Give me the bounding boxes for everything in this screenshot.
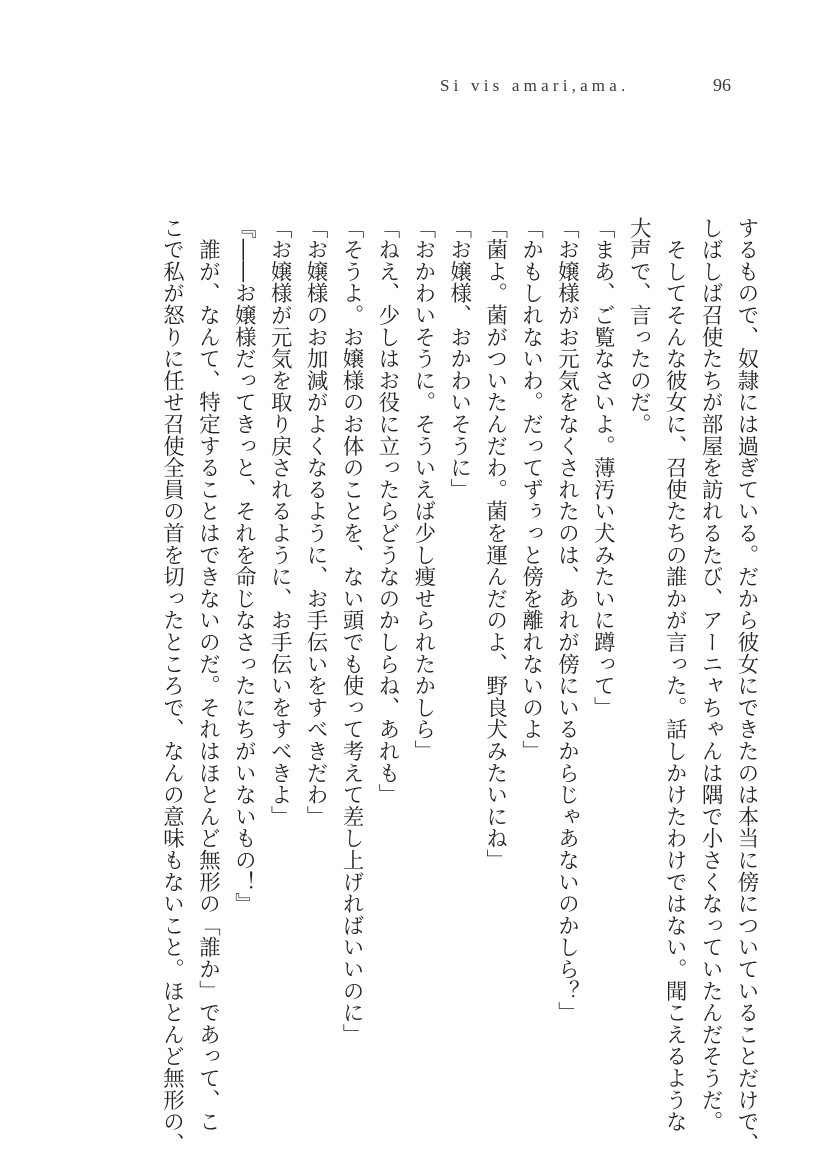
text-line: 『――お嬢様だってきっと、それを命じなさったにちがいないもの！』 xyxy=(231,217,257,915)
text-line: 「お嬢様が元気を取り戻されるように、お手伝いをすべきよ」 xyxy=(267,217,293,828)
text-line: 「そうよ。お嬢様のお体のことを、ない頭でも使って考えて差し上げればいいのに」 xyxy=(339,217,365,1046)
text-line: しばしば召使たちが部屋を訪れるたび、アーニャちゃんは隅で小さくなっていたんだそうだ。 xyxy=(698,217,724,1133)
text-line: 大声で、言ったのだ。 xyxy=(626,217,652,435)
text-line: 「菌よ。菌がついたんだわ。菌を運んだのよ、野良犬みたいにね」 xyxy=(482,217,508,871)
vertical-text-body xyxy=(154,217,764,1155)
text-line: 「まあ、ご覧なさいよ。薄汚い犬みたいに蹲って」 xyxy=(590,217,616,719)
text-line: 「お嬢様のお加減がよくなるように、お手伝いをすべきだわ」 xyxy=(303,217,329,828)
text-line: 「おかわいそうに。そういえば少し痩せられたかしら」 xyxy=(410,217,436,762)
running-title: Si vis amari,ama. xyxy=(440,76,630,95)
text-line: 「ねえ、少しはお役に立ったらどうなのかしらね、あれも」 xyxy=(374,217,400,806)
text-line: するもので、奴隷には過ぎている。だから彼女にできたのは本当に傍についていることだけで、 xyxy=(734,217,759,1155)
text-line: 「かもしれないわ。だってずぅっと傍を離れないのよ」 xyxy=(518,217,544,762)
page-number: 96 xyxy=(713,75,731,95)
text-line: 誰が、なんて、特定することはできないのだ。それはほとんど無形の「誰か」であって、こ xyxy=(195,217,221,1133)
text-line: 「お嬢様がお元気をなくされたのは、あれが傍にいるからじゃあないのかしら？」 xyxy=(554,217,580,1024)
text-line: 「お嬢様、おかわいそうに」 xyxy=(446,217,472,501)
text-line: こで私が怒りに任せ召使全員の首を切ったところで、なんの意味もないこと。ほとんど無形の、 xyxy=(159,217,185,1155)
text-line: そしてそんな彼女に、召使たちの誰かが言った。話しかけたわけではない。聞こえるような xyxy=(662,217,688,1133)
